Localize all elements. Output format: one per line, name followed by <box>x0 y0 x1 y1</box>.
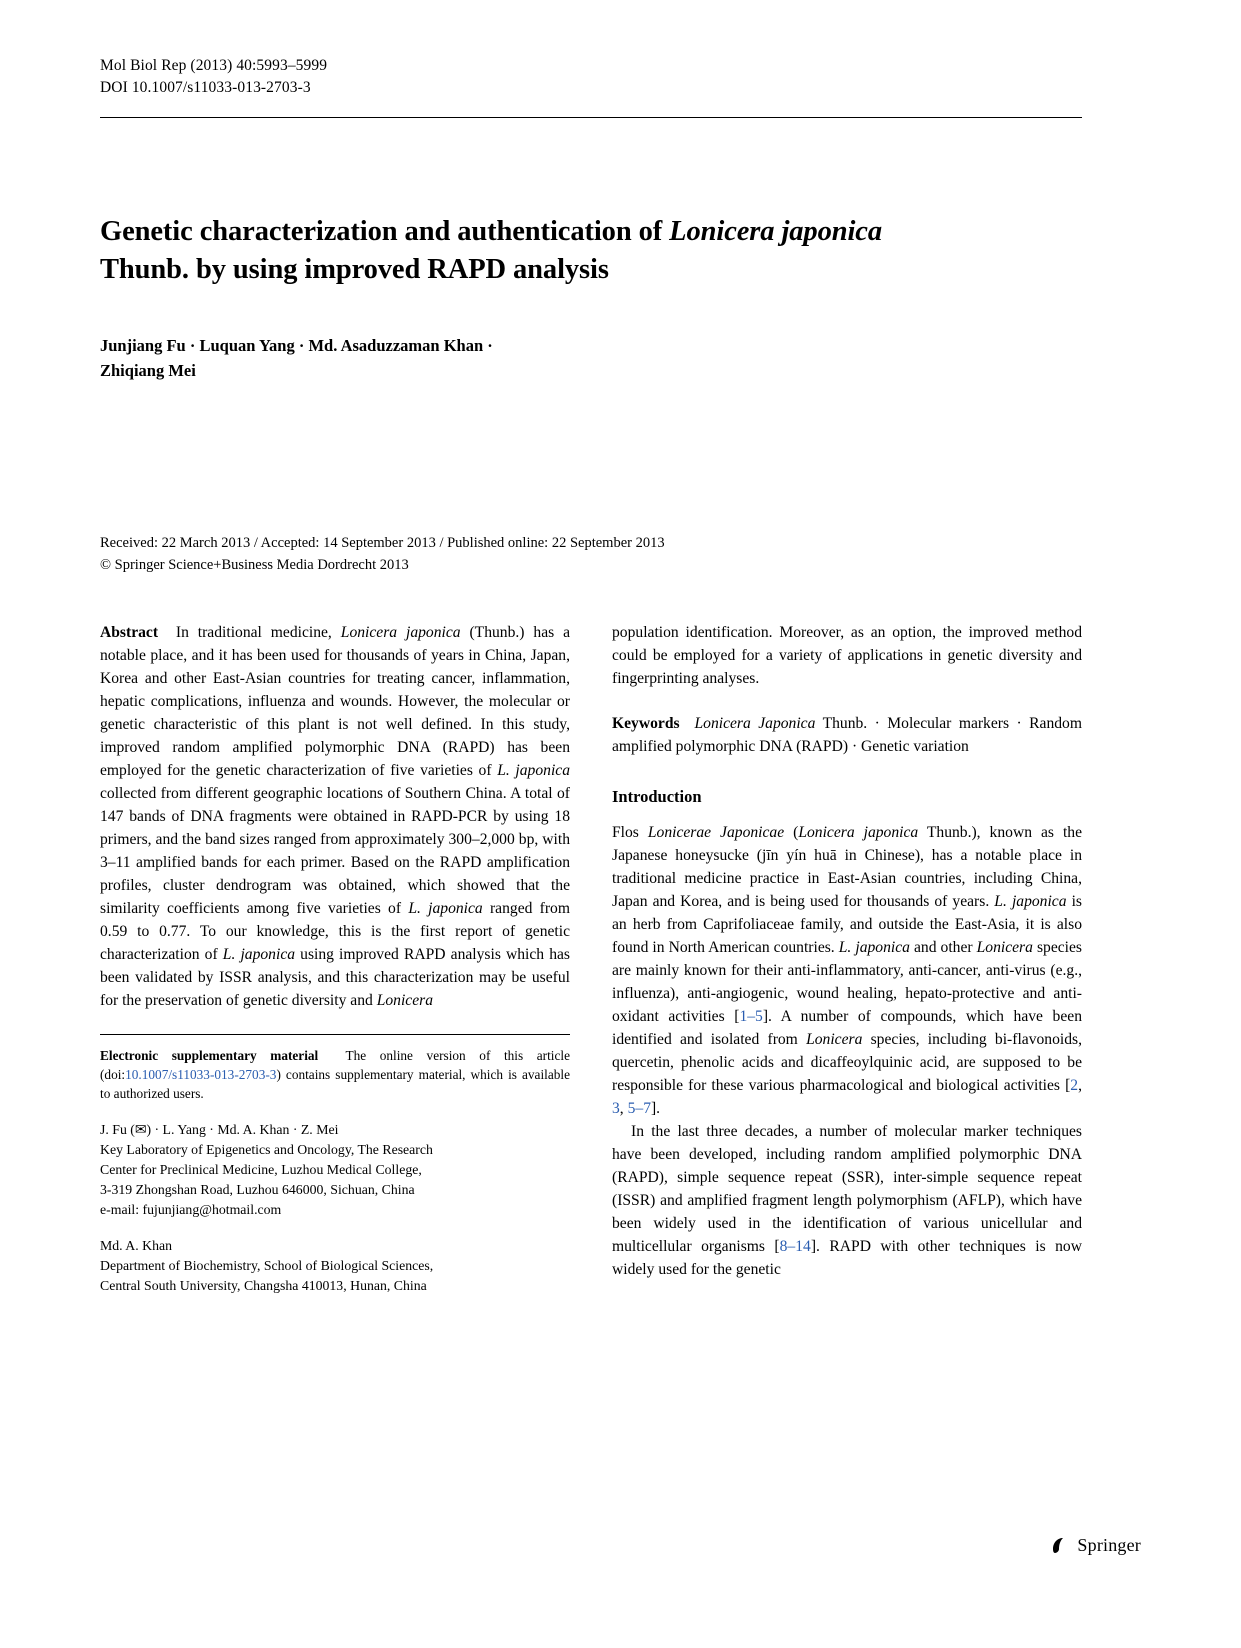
right-column <box>612 621 1082 1281</box>
affiliation-2-line-2: Department of Biochemistry, School of Biological Sciences, <box>100 1257 434 1273</box>
supplementary-label: Electronic supplementary material <box>100 1047 319 1063</box>
title-part-1: Genetic characterization and authentication of <box>100 215 670 247</box>
affiliation-1-line-4: 3-319 Zhongshan Road, Luzhou 646000, Sichuan, China <box>100 1181 415 1197</box>
affiliation-2-line-1: Md. A. Khan <box>100 1237 173 1253</box>
abstract-italic-3: L. japonica <box>408 899 483 917</box>
supplementary-text-a: The online version of this article (doi: <box>100 1047 570 1082</box>
citation-ref-8-14[interactable]: 8–14 <box>779 1237 811 1255</box>
doi-line: DOI 10.1007/s11033-013-2703-3 <box>100 79 311 97</box>
affiliation-2 <box>100 1236 570 1296</box>
intro-p1-italic-4: L. japonica <box>838 938 910 956</box>
keywords-block <box>612 712 1082 759</box>
publication-info <box>100 533 1082 577</box>
intro-p1-i: , <box>1078 1076 1082 1094</box>
affiliation-1-line-1: J. Fu (✉) · L. Yang · Md. A. Khan · Z. Mei <box>100 1121 339 1137</box>
intro-p1-a: Flos <box>612 823 648 841</box>
page-content <box>100 55 1082 1293</box>
affiliation-1 <box>100 1120 570 1220</box>
abstract-text-5: using improved RAPD analysis which has been validated by ISSR analysis, and this characterization may be useful for the preservation of genetic diversity and <box>100 945 571 1009</box>
springer-logo-icon <box>1051 1536 1070 1555</box>
header-divider <box>100 117 1082 118</box>
intro-p1-b: ( <box>784 823 799 841</box>
publisher-footer <box>1051 1535 1141 1556</box>
author-list <box>100 334 1082 384</box>
intro-p1-italic-6: Lonicera <box>806 1030 863 1048</box>
keywords-label: Keywords <box>612 714 680 732</box>
intro-p1-d: is an herb from Caprifoliaceae family, and outside the East-Asia, it is also found in North American countries. <box>612 892 1082 956</box>
intro-p1-italic-5: Lonicera <box>976 938 1033 956</box>
intro-p1-g: ]. A number of compounds, which have been identified and isolated from <box>612 1007 1082 1048</box>
left-column <box>100 621 570 1296</box>
citation-ref-5-7[interactable]: 5–7 <box>627 1099 651 1117</box>
intro-p1-italic-1: Lonicerae Japonicae <box>647 823 785 841</box>
supplementary-doi-link[interactable]: 10.1007/s11033-013-2703-3 <box>125 1066 277 1082</box>
intro-p1-f: species are mainly known for their anti-inflammatory, anti-cancer, anti-virus (e.g., influenza), anti-angiogenic, wound healing, hepato-protective and anti-oxidant activities [ <box>612 938 1082 1025</box>
abstract-italic-4: L. japonica <box>222 945 296 963</box>
copyright-line: © Springer Science+Business Media Dordrecht 2013 <box>100 557 409 574</box>
affiliation-1-line-3: Center for Preclinical Medicine, Luzhou Medical College, <box>100 1161 422 1177</box>
keywords-text: Thunb. · Molecular markers · Random amplified polymorphic DNA (RAPD) · Genetic variation <box>612 714 1082 756</box>
title-part-2: Thunb. by using improved RAPD analysis <box>100 254 609 286</box>
citation-ref-2[interactable]: 2 <box>1070 1076 1079 1094</box>
affiliation-2-line-3: Central South University, Changsha 410013, Hunan, China <box>100 1277 427 1293</box>
supplementary-note <box>100 1047 570 1104</box>
abstract-text-2: (Thunb.) has a notable place, and it has been used for thousands of years in China, Japan, Korea and other East-Asian countries for treating cancer, inflammation, hepatic complications, influenza and wounds. However, the molecular or genetic characteristic of this plant is not well defined. In this study, improved random amplified polymorphic DNA (RAPD) has been employed for the genetic characterization of five varieties of <box>100 623 571 779</box>
abstract-text-6: population identification. Moreover, as an option, the improved method could be employed for a variety of applications in genetic diversity and fingerprinting analyses. <box>612 623 1082 687</box>
author-line-2: Zhiqiang Mei <box>100 360 196 380</box>
intro-p1-h: species, including bi-flavonoids, quercetin, phenolic acids and dicaffeoylquinic acid, are supposed to be responsible for these various pharmacological and biological activities [ <box>612 1030 1082 1094</box>
abstract-text-1: In traditional medicine, <box>175 623 341 641</box>
intro-p1-c: Thunb.), known as the Japanese honeysucke (jīn yín huā in Chinese), has a notable place in traditional medicine practice in East-Asian countries, including China, Japan and Korea, and is being used for thousands of years. <box>612 823 1082 910</box>
intro-p2-a: In the last three decades, a number of molecular marker techniques have been developed, including random amplified polymorphic DNA (RAPD), simple sequence repeat (SSR), inter-simple sequence repeat (ISSR) and amplified fragment length polymorphism (AFLP), which have been widely used in the identification of various unicellular and multicellular organisms [ <box>612 1122 1082 1255</box>
journal-header <box>100 55 1082 100</box>
page-title <box>100 213 1082 290</box>
affiliation-1-line-2: Key Laboratory of Epigenetics and Oncology, The Research <box>100 1141 433 1157</box>
title-italic-species: Lonicera japonica <box>669 215 883 247</box>
citation-ref-1-5[interactable]: 1–5 <box>739 1007 763 1025</box>
author-line-1: Junjiang Fu · Luquan Yang · Md. Asaduzzaman Khan · <box>100 335 493 355</box>
section-heading-introduction: Introduction <box>612 786 702 806</box>
supplementary-text-b: ) contains supplementary material, which is available to authorized users. <box>100 1066 570 1101</box>
publication-dates: Received: 22 March 2013 / Accepted: 14 September 2013 / Published online: 22 September 2013 <box>100 535 665 552</box>
keywords-italic: Lonicera Japonica <box>694 714 816 732</box>
abstract-text-3: collected from different geographic locations of Southern China. A total of 147 bands of DNA fragments were obtained in RAPD-PCR by using 18 primers, and the band sizes ranged from approximately 300–2,000 bp, with 3–11 amplified bands for each primer. Based on the RAPD amplification profiles, cluster dendrogram was obtained, which showed that the similarity coefficients among five varieties of <box>100 784 570 917</box>
publisher-name: Springer <box>1077 1535 1141 1555</box>
abstract-continuation <box>612 621 1082 690</box>
intro-p1-j: , <box>619 1099 628 1117</box>
footnote-divider <box>100 1034 570 1035</box>
abstract-italic-1: Lonicera japonica <box>340 623 461 641</box>
introduction-paragraph-1 <box>612 821 1082 1120</box>
journal-citation: Mol Biol Rep (2013) 40:5993–5999 <box>100 57 328 74</box>
abstract-text-4: ranged from 0.59 to 0.77. To our knowledge, this is the first report of genetic characterization of <box>100 899 570 963</box>
intro-p1-e: and other <box>909 938 977 956</box>
abstract-label: Abstract <box>100 623 159 641</box>
citation-ref-3[interactable]: 3 <box>612 1099 620 1117</box>
intro-p1-k: ]. <box>650 1099 661 1117</box>
abstract-paragraph <box>100 621 570 1012</box>
abstract-italic-5: Lonicera <box>376 991 434 1009</box>
abstract-italic-2: L. japonica <box>497 761 570 779</box>
intro-p1-italic-3: L. japonica <box>994 892 1067 910</box>
affiliation-1-email: e-mail: fujunjiang@hotmail.com <box>100 1201 282 1217</box>
intro-p1-italic-2: Lonicera japonica <box>798 823 919 841</box>
intro-p2-b: ]. RAPD with other techniques is now widely used for the genetic <box>612 1237 1082 1278</box>
introduction-paragraph-2 <box>612 1120 1082 1281</box>
